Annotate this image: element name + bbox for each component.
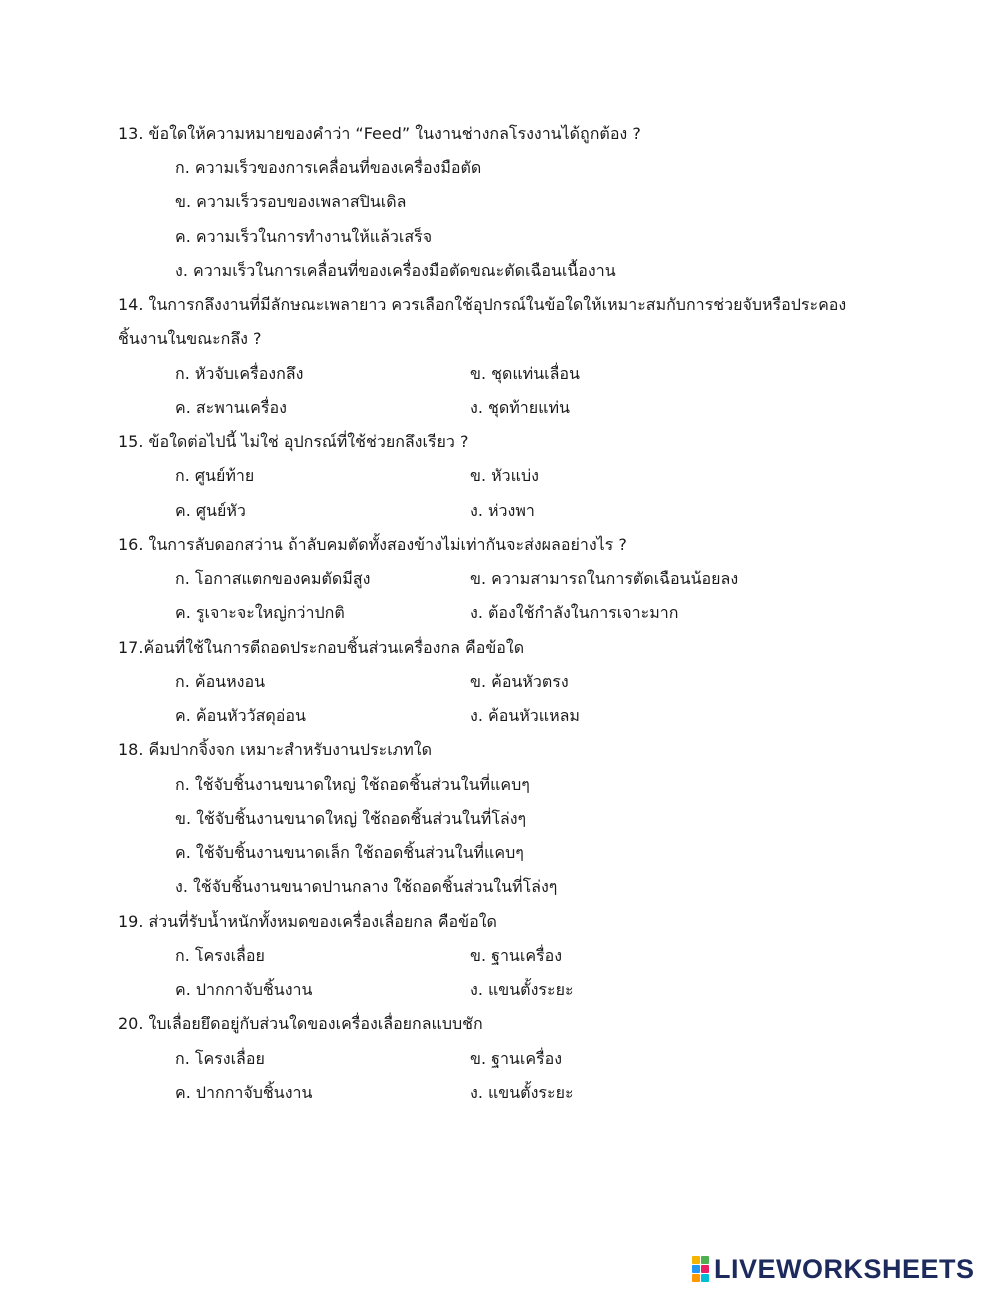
question-15-option-b: ข. หัวแบ่ง bbox=[470, 466, 539, 485]
question-16-option-b: ข. ความสามารถในการตัดเฉือนน้อยลง bbox=[470, 569, 739, 588]
question-17-stem: 17.ค้อนที่ใช้ในการตีถอดประกอบชิ้นส่วนเครื่องกล คือข้อใด bbox=[118, 638, 525, 657]
logo-tile bbox=[692, 1256, 700, 1264]
question-13-option-d: ง. ความเร็วในการเคลื่อนที่ของเครื่องมือตัดขณะตัดเฉือนเนื้องาน bbox=[175, 261, 616, 280]
question-17-option-a: ก. ค้อนหงอน bbox=[175, 672, 266, 691]
question-13-option-c: ค. ความเร็วในการทำงานให้แล้วเสร็จ bbox=[175, 227, 433, 246]
logo-tile bbox=[692, 1265, 700, 1273]
question-18-option-b: ข. ใช้จับชิ้นงานขนาดใหญ่ ใช้ถอดชิ้นส่วนในที่โล่งๆ bbox=[175, 809, 527, 828]
question-16-option-a: ก. โอกาสแตกของคมตัดมีสูง bbox=[175, 569, 371, 588]
logo-tile bbox=[701, 1256, 709, 1264]
question-13-stem: 13. ข้อใดให้ความหมายของคำว่า “Feed” ในงานช่างกลโรงงานได้ถูกต้อง ? bbox=[118, 124, 641, 143]
question-14-option-a: ก. หัวจับเครื่องกลึง bbox=[175, 364, 304, 383]
question-13-option-b: ข. ความเร็วรอบของเพลาสปินเดิล bbox=[175, 192, 407, 211]
question-16-option-c: ค. รูเจาะจะใหญ่กว่าปกติ bbox=[175, 603, 345, 622]
question-14-stem: 14. ในการกลึงงานที่มีลักษณะเพลายาว ควรเลือกใช้อุปกรณ์ในข้อใดให้เหมาะสมกับการช่วยจับหรือประคอง bbox=[118, 295, 847, 314]
question-18-stem: 18. คีมปากจิ้งจก เหมาะสำหรับงานประเภทใด bbox=[118, 740, 432, 759]
question-15-option-c: ค. ศูนย์หัว bbox=[175, 501, 246, 520]
question-13-option-a: ก. ความเร็วของการเคลื่อนที่ของเครื่องมือตัด bbox=[175, 158, 482, 177]
question-14-stem-continued: ชิ้นงานในขณะกลึง ? bbox=[118, 329, 262, 348]
question-20-option-d: ง. แขนตั้งระยะ bbox=[470, 1083, 574, 1102]
question-19-option-a: ก. โครงเลื่อย bbox=[175, 946, 265, 965]
question-19-option-d: ง. แขนตั้งระยะ bbox=[470, 980, 574, 999]
question-18-option-a: ก. ใช้จับชิ้นงานขนาดใหญ่ ใช้ถอดชิ้นส่วนในที่แคบๆ bbox=[175, 775, 530, 794]
question-19-option-c: ค. ปากกาจับชิ้นงาน bbox=[175, 980, 313, 999]
question-14-option-d: ง. ชุดท้ายแท่น bbox=[470, 398, 570, 417]
logo-tile bbox=[692, 1274, 700, 1282]
question-17-option-c: ค. ค้อนหัววัสดุอ่อน bbox=[175, 706, 306, 725]
question-20-option-c: ค. ปากกาจับชิ้นงาน bbox=[175, 1083, 313, 1102]
question-20-option-a: ก. โครงเลื่อย bbox=[175, 1049, 265, 1068]
question-17-option-b: ข. ค้อนหัวตรง bbox=[470, 672, 569, 691]
liveworksheets-logo[interactable] bbox=[692, 1254, 975, 1284]
question-16-option-d: ง. ต้องใช้กำลังในการเจาะมาก bbox=[470, 603, 679, 622]
question-17-option-d: ง. ค้อนหัวแหลม bbox=[470, 706, 580, 725]
brand-name: LIVEWORKSHEETS bbox=[714, 1253, 975, 1284]
logo-tile bbox=[701, 1265, 709, 1273]
question-16-stem: 16. ในการลับดอกสว่าน ถ้าลับคมตัดทั้งสองข้างไม่เท่ากันจะส่งผลอย่างไร ? bbox=[118, 535, 627, 554]
question-18-option-d: ง. ใช้จับชิ้นงานขนาดปานกลาง ใช้ถอดชิ้นส่วนในที่โล่งๆ bbox=[175, 877, 558, 896]
question-14-option-b: ข. ชุดแท่นเลื่อน bbox=[470, 364, 580, 383]
question-15-option-d: ง. ห่วงพา bbox=[470, 501, 535, 520]
liveworksheets-logo-icon bbox=[692, 1256, 710, 1282]
question-19-option-b: ข. ฐานเครื่อง bbox=[470, 946, 563, 965]
question-20-stem: 20. ใบเลื่อยยึดอยู่กับส่วนใดของเครื่องเลื่อยกลแบบชัก bbox=[118, 1014, 483, 1033]
question-18-option-c: ค. ใช้จับชิ้นงานขนาดเล็ก ใช้ถอดชิ้นส่วนในที่แคบๆ bbox=[175, 843, 524, 862]
question-20-option-b: ข. ฐานเครื่อง bbox=[470, 1049, 563, 1068]
question-14-option-c: ค. สะพานเครื่อง bbox=[175, 398, 287, 417]
logo-tile bbox=[701, 1274, 709, 1282]
question-15-option-a: ก. ศูนย์ท้าย bbox=[175, 466, 255, 485]
question-15-stem: 15. ข้อใดต่อไปนี้ ไม่ใช่ อุปกรณ์ที่ใช้ช่วยกลึงเรียว ? bbox=[118, 432, 469, 451]
question-19-stem: 19. ส่วนที่รับน้ำหนักทั้งหมดของเครื่องเลื่อยกล คือข้อใด bbox=[118, 912, 497, 931]
